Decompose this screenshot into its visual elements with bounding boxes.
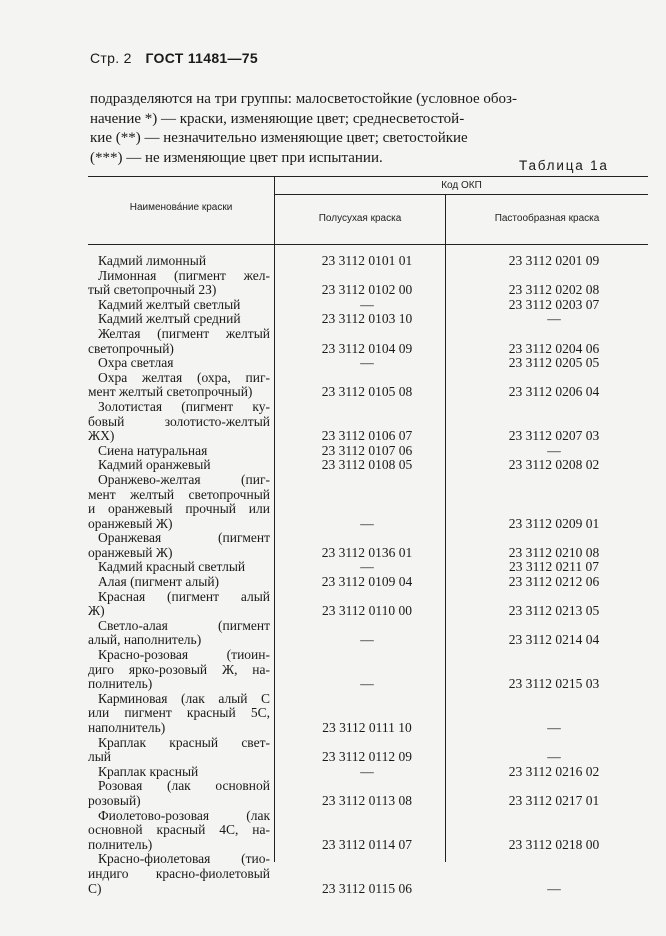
paint-name xyxy=(88,590,270,619)
paint-name-line: Кадмий оранжевый xyxy=(98,457,211,473)
paste-code xyxy=(454,809,646,853)
semi-dry-code xyxy=(270,809,454,853)
page-number: Стр. 2 xyxy=(90,50,132,66)
paste-code-value: 23 3112 0204 06 xyxy=(508,340,600,356)
semi-dry-code-value: 23 3112 0113 08 xyxy=(321,792,413,808)
paste-code xyxy=(454,400,646,444)
paint-name-line: мент желтый светопрочный xyxy=(88,486,270,502)
table-row xyxy=(88,444,648,459)
paint-name-line: Розовая (лак основной xyxy=(98,778,270,794)
table-row xyxy=(88,809,648,853)
paint-name-line: алый, наполнитель) xyxy=(88,632,202,648)
semi-dry-code xyxy=(270,312,454,327)
table-row xyxy=(88,531,648,560)
paint-name-line: мент желтый светопрочный) xyxy=(88,384,253,400)
paste-code xyxy=(454,269,646,298)
paint-name-line: Сиена натуральная xyxy=(98,442,208,458)
semi-dry-code xyxy=(270,531,454,560)
paste-code xyxy=(454,619,646,648)
semi-dry-code-value: 23 3112 0112 09 xyxy=(321,749,413,765)
paint-name xyxy=(88,356,270,371)
paint-name xyxy=(88,531,270,560)
semi-dry-code xyxy=(270,400,454,444)
table-row xyxy=(88,254,648,269)
table-top-rule xyxy=(88,176,648,177)
paste-code-value: 23 3112 0214 04 xyxy=(508,632,600,648)
paste-code-value: — xyxy=(547,442,561,458)
semi-dry-code xyxy=(270,254,454,269)
paint-name-line: Охра желтая (охра, пиг- xyxy=(98,369,270,385)
paste-code-value: 23 3112 0209 01 xyxy=(508,515,600,531)
table-row xyxy=(88,327,648,356)
paste-code xyxy=(454,312,646,327)
paint-name-line: Оранжево-желтая (пиг- xyxy=(98,471,270,487)
paint-name-line: тый светопрочный 2З) xyxy=(88,282,217,298)
semi-dry-code xyxy=(270,560,454,575)
paste-code xyxy=(454,458,646,473)
semi-dry-code xyxy=(270,852,454,896)
paint-name-line: ЖХ) xyxy=(88,428,115,444)
table-row xyxy=(88,269,648,298)
gost-number: ГОСТ 11481—75 xyxy=(145,50,258,66)
paint-name-line: светопрочный) xyxy=(88,340,174,356)
paint-name-line: полнитель) xyxy=(88,676,153,692)
semi-dry-code-value: — xyxy=(360,632,374,648)
semi-dry-code xyxy=(270,736,454,765)
paint-name-line: Охра светлая xyxy=(98,355,174,371)
table-row xyxy=(88,852,648,896)
paint-name-line: или пигмент красный 5С, xyxy=(88,705,270,721)
paste-code xyxy=(454,692,646,736)
semi-dry-code-value: 23 3112 0106 07 xyxy=(321,428,413,444)
paste-code xyxy=(454,648,646,692)
paint-name-line: Краплак красный свет- xyxy=(98,734,270,750)
paint-name xyxy=(88,648,270,692)
paste-code-value: 23 3112 0215 03 xyxy=(508,676,600,692)
semi-dry-code xyxy=(270,269,454,298)
table-row xyxy=(88,371,648,400)
semi-dry-code-value: 23 3112 0110 00 xyxy=(321,603,413,619)
paste-code-value: 23 3112 0218 00 xyxy=(508,836,600,852)
paste-code xyxy=(454,779,646,808)
paint-name xyxy=(88,327,270,356)
paste-code xyxy=(454,254,646,269)
paint-name-line: полнитель) xyxy=(88,836,153,852)
table-caption: Таблица 1а xyxy=(519,158,609,173)
paste-code-value: 23 3112 0217 01 xyxy=(508,792,600,808)
paint-name xyxy=(88,269,270,298)
paint-name-line: Красно-фиолетовая (тио- xyxy=(98,851,270,867)
semi-dry-code xyxy=(270,692,454,736)
table-row xyxy=(88,298,648,313)
paste-code xyxy=(454,444,646,459)
paste-code xyxy=(454,765,646,780)
paste-code xyxy=(454,531,646,560)
semi-dry-code xyxy=(270,298,454,313)
paste-code-value: 23 3112 0202 08 xyxy=(508,282,600,298)
paint-name-line: Лимонная (пигмент жел- xyxy=(98,267,270,283)
paste-code-value: 23 3112 0205 05 xyxy=(508,355,600,371)
paste-code xyxy=(454,560,646,575)
semi-dry-code-value: 23 3112 0111 10 xyxy=(322,720,412,735)
semi-dry-code-value: — xyxy=(360,515,374,531)
paint-name xyxy=(88,692,270,736)
paint-name-line: оранжевый Ж) xyxy=(88,515,173,531)
paste-code xyxy=(454,371,646,400)
semi-dry-code xyxy=(270,619,454,648)
paint-name-line: наполнитель) xyxy=(88,720,166,735)
paste-code-value: 23 3112 0201 09 xyxy=(508,253,600,268)
paste-code-value: 23 3112 0211 07 xyxy=(508,559,600,575)
paint-name-line: лый xyxy=(88,749,112,765)
semi-dry-code xyxy=(270,458,454,473)
paint-name xyxy=(88,312,270,327)
semi-dry-code xyxy=(270,371,454,400)
header-paste: Пастообразная краска xyxy=(494,213,600,224)
paste-code xyxy=(454,575,646,590)
group-header-rule xyxy=(275,194,648,195)
table-row xyxy=(88,736,648,765)
paste-code xyxy=(454,356,646,371)
table-row xyxy=(88,473,648,531)
paint-name xyxy=(88,473,270,531)
semi-dry-code-value: — xyxy=(360,676,374,692)
paste-code xyxy=(454,327,646,356)
paint-name-line: основной красный 4С, на- xyxy=(88,822,270,838)
paint-name xyxy=(88,736,270,765)
header-bottom-rule xyxy=(88,244,648,245)
table-row xyxy=(88,312,648,327)
semi-dry-code xyxy=(270,356,454,371)
semi-dry-code xyxy=(270,473,454,531)
intro-line: кие (**) — незначительно изменяющие цвет; светостойкие xyxy=(90,130,468,146)
semi-dry-code xyxy=(270,779,454,808)
semi-dry-code-value: 23 3112 0136 01 xyxy=(321,544,413,560)
paste-code-value: — xyxy=(547,880,561,896)
semi-dry-code-value: 23 3112 0101 01 xyxy=(321,253,413,268)
intro-line: (***) — не изменяющие цвет при испытании. xyxy=(90,149,383,166)
intro-line: начение *) — краски, изменяющие цвет; среднесветостой- xyxy=(90,110,465,127)
paint-name xyxy=(88,765,270,780)
paint-name-line: Оранжевая (пигмент xyxy=(98,530,270,546)
semi-dry-code xyxy=(270,575,454,590)
paint-name-line: Фиолетово-розовая (лак xyxy=(98,807,270,823)
semi-dry-code xyxy=(270,444,454,459)
paint-name xyxy=(88,809,270,853)
table-row xyxy=(88,590,648,619)
paint-name-line: Краплак красный xyxy=(98,763,199,779)
intro-line: подразделяются на три группы: малосветостойкие (условное обоз- xyxy=(90,91,517,107)
paint-name-line: розовый) xyxy=(88,792,141,808)
paint-name-line: Золотистая (пигмент ку- xyxy=(98,398,270,414)
semi-dry-code-value: 23 3112 0115 06 xyxy=(321,880,413,896)
semi-dry-code-value: — xyxy=(360,355,374,371)
paste-code-value: 23 3112 0213 05 xyxy=(508,603,600,619)
table-row xyxy=(88,400,648,444)
paste-code-value: 23 3112 0206 04 xyxy=(508,384,600,400)
semi-dry-code-value: — xyxy=(360,763,374,779)
paste-code-value: 23 3112 0208 02 xyxy=(508,457,600,473)
paint-name-line: бовый золотисто-желтый xyxy=(88,413,270,429)
table-row xyxy=(88,619,648,648)
table-row xyxy=(88,575,648,590)
paint-name xyxy=(88,852,270,896)
paste-code-value: 23 3112 0203 07 xyxy=(508,296,600,312)
semi-dry-code xyxy=(270,590,454,619)
semi-dry-code-value: 23 3112 0114 07 xyxy=(321,836,413,852)
paste-code xyxy=(454,852,646,896)
header-name: Наименова́ние краски xyxy=(129,202,233,213)
paint-name xyxy=(88,560,270,575)
paste-code xyxy=(454,298,646,313)
paint-name-line: диго ярко-розовый Ж, на- xyxy=(88,661,270,677)
paint-name-line: Красная (пигмент алый xyxy=(98,588,270,604)
paste-code xyxy=(454,473,646,531)
table-row xyxy=(88,648,648,692)
paint-name-line: и оранжевый прочный или xyxy=(88,501,270,517)
paint-name xyxy=(88,254,270,269)
paste-code-value: — xyxy=(547,720,561,735)
table-row xyxy=(88,356,648,371)
paste-code-value: 23 3112 0212 06 xyxy=(508,574,600,590)
table-row xyxy=(88,765,648,780)
paint-name xyxy=(88,779,270,808)
semi-dry-code-value: 23 3112 0102 00 xyxy=(321,282,413,298)
semi-dry-code xyxy=(270,327,454,356)
paste-code-value: 23 3112 0216 02 xyxy=(508,763,600,779)
paint-name-line: Карминовая (лак алый С xyxy=(98,690,270,706)
intro-paragraph xyxy=(90,90,618,168)
paste-code-value: 23 3112 0210 08 xyxy=(508,544,600,560)
table-row xyxy=(88,560,648,575)
table-body xyxy=(88,254,648,896)
paint-name xyxy=(88,575,270,590)
semi-dry-code-value: 23 3112 0109 04 xyxy=(321,574,413,590)
paint-name xyxy=(88,298,270,313)
paint-name-line: Светло-алая (пигмент xyxy=(98,617,270,633)
semi-dry-code xyxy=(270,765,454,780)
paint-name xyxy=(88,619,270,648)
paint-name-line: Ж) xyxy=(88,603,105,619)
paste-code-value: — xyxy=(547,749,561,765)
paint-name-line: Кадмий желтый средний xyxy=(98,311,241,327)
paint-name xyxy=(88,444,270,459)
paint-name xyxy=(88,400,270,444)
table-row xyxy=(88,458,648,473)
paint-name-line: Красно-розовая (тиоин- xyxy=(98,647,270,663)
header-semi-dry: Полусухая краска xyxy=(318,213,402,224)
paint-name xyxy=(88,371,270,400)
paste-code-value: 23 3112 0207 03 xyxy=(508,428,600,444)
paste-code xyxy=(454,590,646,619)
paint-name-line: оранжевый Ж) xyxy=(88,544,173,560)
paint-name xyxy=(88,458,270,473)
semi-dry-code-value: 23 3112 0105 08 xyxy=(321,384,413,400)
table-row xyxy=(88,779,648,808)
semi-dry-code-value: — xyxy=(360,559,374,575)
semi-dry-code-value: 23 3112 0104 09 xyxy=(321,340,413,356)
paint-name-line: С) xyxy=(88,880,102,896)
semi-dry-code-value: — xyxy=(360,296,374,312)
paint-name-line: Кадмий желтый светлый xyxy=(98,296,241,312)
paint-name-line: Желтая (пигмент желтый xyxy=(98,325,270,341)
paint-name-line: Алая (пигмент алый) xyxy=(98,574,220,590)
semi-dry-code-value: 23 3112 0107 06 xyxy=(321,442,413,458)
semi-dry-code xyxy=(270,648,454,692)
paste-code-value: — xyxy=(547,311,561,327)
semi-dry-code-value: 23 3112 0108 05 xyxy=(321,457,413,473)
paint-name-line: Кадмий красный светлый xyxy=(98,559,246,575)
page-header xyxy=(90,50,258,68)
paste-code xyxy=(454,736,646,765)
paint-name-line: индиго красно-фиолетовый xyxy=(88,865,270,881)
paint-name-line: Кадмий лимонный xyxy=(98,253,207,268)
header-okp-code: Код ОКП xyxy=(441,180,482,191)
table-row xyxy=(88,692,648,736)
semi-dry-code-value: 23 3112 0103 10 xyxy=(321,311,413,327)
